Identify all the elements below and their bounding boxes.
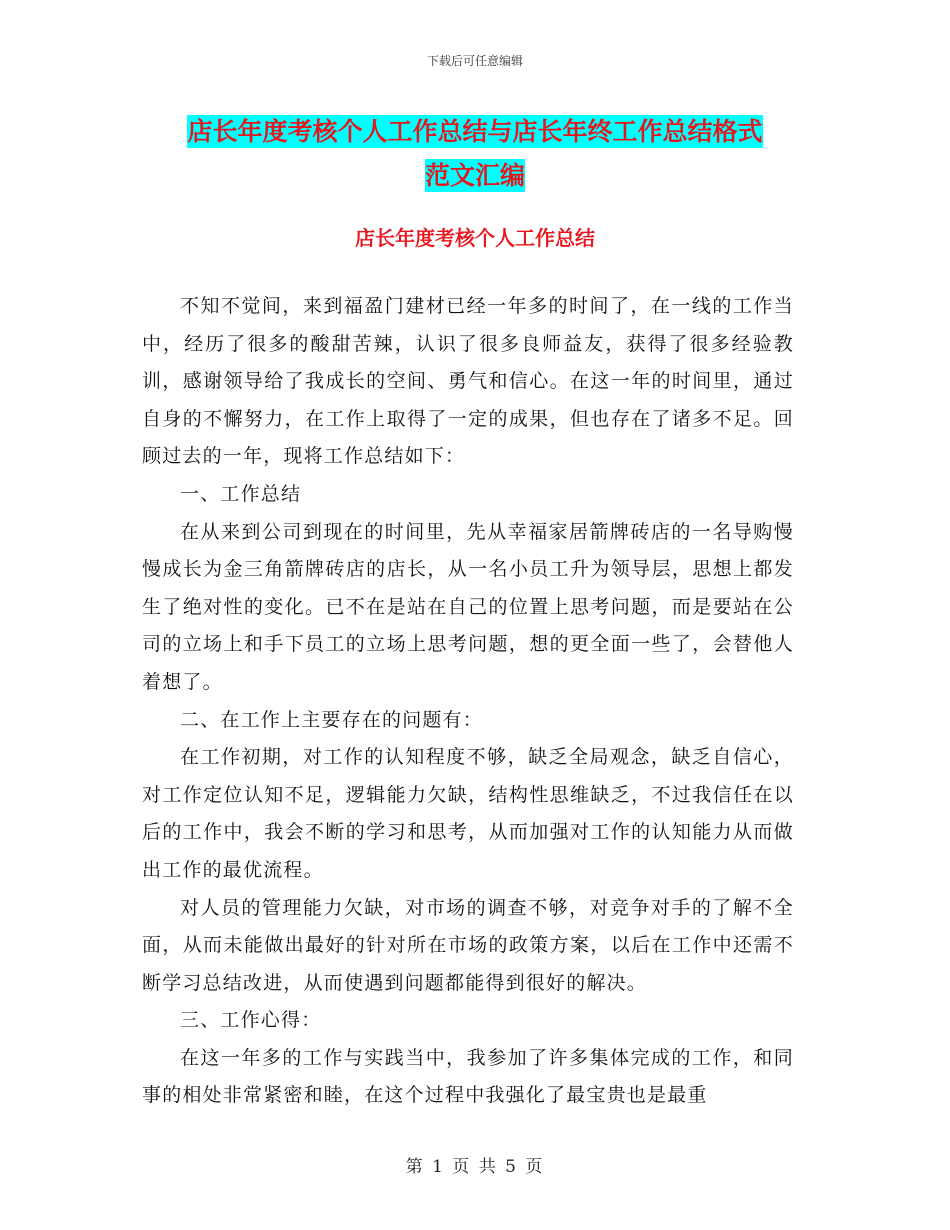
paragraph-work-summary: 在从来到公司到现在的时间里，先从幸福家居箭牌砖店的一名导购慢慢成长为金三角箭牌砖店的店长，从一名小员工升为领导层，思想上都发生了绝对性的变化。已不在是站在自己的位置上思考问题，而是要站在公司的立场上和手下员工的立场上思考问题，想的更全面一些了，会替他人着想了。 — [142, 520, 794, 693]
heading-work-summary: 一、工作总结 — [180, 482, 302, 505]
heading-problems: 二、在工作上主要存在的问题有： — [180, 708, 484, 731]
document-body — [142, 288, 794, 1115]
document-title-line-2: 范文汇编 — [424, 161, 525, 190]
paragraph-problems-1: 在工作初期，对工作的认知程度不够，缺乏全局观念，缺乏自信心，对工作定位认知不足，逻辑能力欠缺，结构性思维缺乏，不过我信任在以后的工作中，我会不断的学习和思考，从而加强对工作的认知能力从而做出工作的最优流程。 — [142, 746, 794, 881]
document-title-line-1: 店长年度考核个人工作总结与店长年终工作总结格式 — [187, 117, 763, 146]
section-title: 店长年度考核个人工作总结 — [355, 226, 595, 250]
paragraph-insights: 在这一年多的工作与实践当中，我参加了许多集体完成的工作，和同事的相处非常紧密和睦，在这个过程中我强化了最宝贵也是最重 — [142, 1046, 794, 1107]
heading-insights: 三、工作心得： — [180, 1009, 322, 1032]
document-title — [140, 110, 810, 198]
paragraph-intro: 不知不觉间，来到福盈门建材已经一年多的时间了，在一线的工作当中，经历了很多的酸甜苦辣，认识了很多良师益友，获得了很多经验教训，感谢领导给了我成长的空间、勇气和信心。在这一年的时间里，通过自身的不懈努力，在工作上取得了一定的成果，但也存在了诸多不足。回顾过去的一年，现将工作总结如下： — [142, 295, 794, 468]
page-footer: 第 1 页 共 5 页 — [405, 1157, 545, 1177]
paragraph-problems-2: 对人员的管理能力欠缺，对市场的调查不够，对竞争对手的了解不全面，从而未能做出最好的针对所在市场的政策方案，以后在工作中还需不断学习总结改进，从而使遇到问题都能得到很好的解决。 — [142, 896, 794, 994]
header-note: 下载后可任意编辑 — [426, 54, 523, 68]
